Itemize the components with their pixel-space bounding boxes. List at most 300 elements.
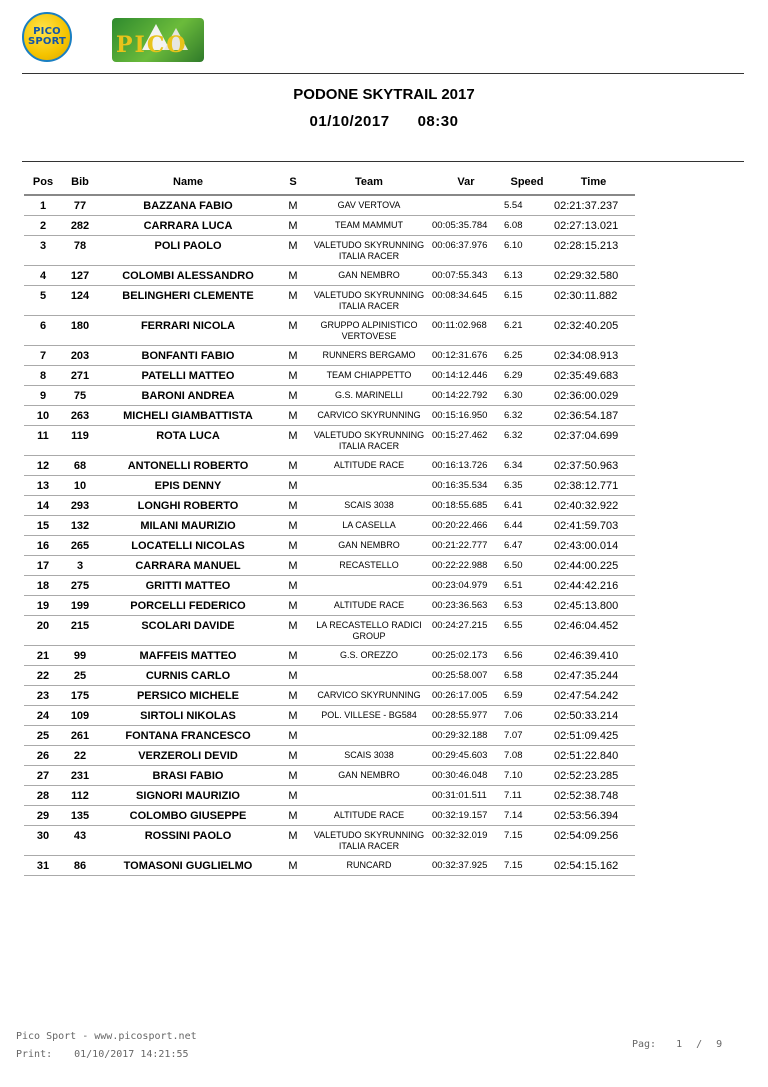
table-row: [24, 726, 635, 746]
cell-time: 02:46:04.452: [552, 616, 635, 646]
cell-pos: 6: [24, 316, 62, 346]
cell-name: GRITTI MATTEO: [98, 576, 278, 596]
cell-name: POLI PAOLO: [98, 236, 278, 266]
table-row: [24, 646, 635, 666]
cell-pos: 24: [24, 706, 62, 726]
cell-bib: 112: [62, 786, 98, 806]
cell-sex: M: [278, 806, 308, 826]
cell-pos: 10: [24, 406, 62, 426]
cell-sex: M: [278, 596, 308, 616]
cell-name: BRASI FABIO: [98, 766, 278, 786]
table-row: [24, 616, 635, 646]
table-row: [24, 386, 635, 406]
cell-time: 02:47:35.244: [552, 666, 635, 686]
cell-bib: 43: [62, 826, 98, 856]
cell-sex: M: [278, 686, 308, 706]
cell-sex: M: [278, 556, 308, 576]
cell-team: VALETUDO SKYRUNNING ITALIA RACER: [308, 286, 430, 316]
cell-speed: 7.08: [502, 746, 552, 766]
cell-bib: 175: [62, 686, 98, 706]
cell-name: BAZZANA FABIO: [98, 195, 278, 216]
cell-sex: M: [278, 536, 308, 556]
cell-var: 00:20:22.466: [430, 516, 502, 536]
cell-name: ROSSINI PAOLO: [98, 826, 278, 856]
cell-bib: 199: [62, 596, 98, 616]
cell-speed: 6.08: [502, 216, 552, 236]
cell-bib: 77: [62, 195, 98, 216]
cell-pos: 23: [24, 686, 62, 706]
cell-name: PATELLI MATTEO: [98, 366, 278, 386]
cell-pos: 15: [24, 516, 62, 536]
cell-sex: M: [278, 706, 308, 726]
cell-var: 00:29:32.188: [430, 726, 502, 746]
cell-pos: 22: [24, 666, 62, 686]
cell-sex: M: [278, 826, 308, 856]
cell-pos: 5: [24, 286, 62, 316]
col-header-team: Team: [308, 170, 430, 195]
cell-var: 00:23:36.563: [430, 596, 502, 616]
cell-time: 02:35:49.683: [552, 366, 635, 386]
cell-team: ALTITUDE RACE: [308, 456, 430, 476]
cell-time: 02:37:50.963: [552, 456, 635, 476]
cell-team: RUNCARD: [308, 856, 430, 876]
cell-bib: 180: [62, 316, 98, 346]
cell-var: 00:07:55.343: [430, 266, 502, 286]
table-row: [24, 686, 635, 706]
pico-sport-logo: [22, 12, 72, 62]
cell-sex: M: [278, 666, 308, 686]
cell-speed: 6.59: [502, 686, 552, 706]
cell-time: 02:51:22.840: [552, 746, 635, 766]
table-row: [24, 666, 635, 686]
podone-logo: [112, 18, 204, 62]
page-title: PODONE SKYTRAIL 2017: [293, 86, 475, 103]
cell-pos: 11: [24, 426, 62, 456]
cell-speed: 6.35: [502, 476, 552, 496]
cell-var: 00:16:35.534: [430, 476, 502, 496]
cell-speed: 6.32: [502, 426, 552, 456]
col-header-time: Time: [552, 170, 635, 195]
cell-bib: 132: [62, 516, 98, 536]
cell-sex: M: [278, 616, 308, 646]
cell-name: PERSICO MICHELE: [98, 686, 278, 706]
header-rule-top: [22, 73, 744, 74]
cell-speed: 6.30: [502, 386, 552, 406]
cell-sex: M: [278, 236, 308, 266]
cell-speed: 6.53: [502, 596, 552, 616]
cell-pos: 28: [24, 786, 62, 806]
cell-time: 02:21:37.237: [552, 195, 635, 216]
cell-sex: M: [278, 286, 308, 316]
cell-name: LOCATELLI NICOLAS: [98, 536, 278, 556]
cell-sex: M: [278, 386, 308, 406]
cell-team: GAN NEMBRO: [308, 266, 430, 286]
cell-speed: 6.55: [502, 616, 552, 646]
cell-team: VALETUDO SKYRUNNING ITALIA RACER: [308, 426, 430, 456]
cell-var: 00:18:55.685: [430, 496, 502, 516]
cell-name: MILANI MAURIZIO: [98, 516, 278, 536]
cell-bib: 135: [62, 806, 98, 826]
cell-time: 02:51:09.425: [552, 726, 635, 746]
cell-pos: 3: [24, 236, 62, 266]
cell-var: 00:15:27.462: [430, 426, 502, 456]
table-row: [24, 316, 635, 346]
cell-pos: 17: [24, 556, 62, 576]
cell-name: SCOLARI DAVIDE: [98, 616, 278, 646]
cell-name: COLOMBO GIUSEPPE: [98, 806, 278, 826]
logo-word: PICO: [116, 32, 188, 58]
col-header-var: Var: [430, 170, 502, 195]
cell-pos: 29: [24, 806, 62, 826]
cell-time: 02:36:00.029: [552, 386, 635, 406]
cell-speed: 6.29: [502, 366, 552, 386]
page-current: 1: [676, 1039, 683, 1050]
cell-speed: 7.10: [502, 766, 552, 786]
cell-bib: 271: [62, 366, 98, 386]
cell-speed: 7.14: [502, 806, 552, 826]
cell-var: 00:30:46.048: [430, 766, 502, 786]
cell-bib: 231: [62, 766, 98, 786]
cell-name: CARRARA LUCA: [98, 216, 278, 236]
page-label: Pag:: [632, 1039, 657, 1050]
cell-time: 02:46:39.410: [552, 646, 635, 666]
cell-team: RECASTELLO: [308, 556, 430, 576]
cell-team: [308, 576, 430, 596]
table-row: [24, 346, 635, 366]
cell-speed: 6.15: [502, 286, 552, 316]
footer-pagination: [632, 1039, 722, 1050]
cell-var: 00:23:04.979: [430, 576, 502, 596]
col-header-pos: Pos: [24, 170, 62, 195]
logo-text-line-1: PICO: [33, 26, 61, 37]
cell-var: 00:32:19.157: [430, 806, 502, 826]
cell-sex: M: [278, 456, 308, 476]
cell-bib: 265: [62, 536, 98, 556]
cell-name: BARONI ANDREA: [98, 386, 278, 406]
cell-pos: 18: [24, 576, 62, 596]
table-row: [24, 236, 635, 266]
cell-sex: M: [278, 746, 308, 766]
cell-sex: M: [278, 516, 308, 536]
cell-sex: M: [278, 346, 308, 366]
col-header-name: Name: [98, 170, 278, 195]
cell-team: G.S. OREZZO: [308, 646, 430, 666]
cell-bib: 10: [62, 476, 98, 496]
cell-bib: 203: [62, 346, 98, 366]
cell-speed: 6.10: [502, 236, 552, 266]
table-row: [24, 826, 635, 856]
cell-team: GAN NEMBRO: [308, 536, 430, 556]
cell-pos: 12: [24, 456, 62, 476]
cell-bib: 275: [62, 576, 98, 596]
cell-speed: 7.15: [502, 826, 552, 856]
cell-name: VERZEROLI DEVID: [98, 746, 278, 766]
cell-name: SIGNORI MAURIZIO: [98, 786, 278, 806]
cell-sex: M: [278, 476, 308, 496]
cell-pos: 2: [24, 216, 62, 236]
cell-var: 00:32:37.925: [430, 856, 502, 876]
print-value: 01/10/2017 14:21:55: [74, 1049, 189, 1060]
cell-sex: M: [278, 496, 308, 516]
cell-team: [308, 476, 430, 496]
cell-pos: 1: [24, 195, 62, 216]
event-datetime: [0, 113, 768, 130]
cell-sex: M: [278, 366, 308, 386]
cell-name: CARRARA MANUEL: [98, 556, 278, 576]
cell-name: MICHELI GIAMBATTISTA: [98, 406, 278, 426]
cell-var: 00:11:02.968: [430, 316, 502, 346]
cell-bib: 78: [62, 236, 98, 266]
cell-var: 00:25:58.007: [430, 666, 502, 686]
cell-team: LA CASELLA: [308, 516, 430, 536]
cell-time: 02:50:33.214: [552, 706, 635, 726]
cell-speed: 5.54: [502, 195, 552, 216]
cell-team: VALETUDO SKYRUNNING ITALIA RACER: [308, 826, 430, 856]
cell-pos: 26: [24, 746, 62, 766]
cell-bib: 263: [62, 406, 98, 426]
cell-time: 02:28:15.213: [552, 236, 635, 266]
cell-speed: 6.44: [502, 516, 552, 536]
cell-bib: 25: [62, 666, 98, 686]
table-row: [24, 856, 635, 876]
cell-pos: 16: [24, 536, 62, 556]
cell-var: 00:32:32.019: [430, 826, 502, 856]
table-row: [24, 576, 635, 596]
cell-bib: 215: [62, 616, 98, 646]
cell-bib: 99: [62, 646, 98, 666]
cell-team: POL. VILLESE - BG584: [308, 706, 430, 726]
cell-name: EPIS DENNY: [98, 476, 278, 496]
cell-time: 02:27:13.021: [552, 216, 635, 236]
cell-name: FERRARI NICOLA: [98, 316, 278, 346]
cell-var: 00:06:37.976: [430, 236, 502, 266]
cell-sex: M: [278, 316, 308, 346]
table-row: [24, 806, 635, 826]
page-total: 9: [716, 1039, 723, 1050]
cell-speed: 6.32: [502, 406, 552, 426]
cell-pos: 25: [24, 726, 62, 746]
cell-bib: 282: [62, 216, 98, 236]
cell-speed: 7.15: [502, 856, 552, 876]
cell-time: 02:40:32.922: [552, 496, 635, 516]
results-body: [24, 195, 635, 876]
event-date: 01/10/2017: [309, 113, 390, 130]
cell-time: 02:37:04.699: [552, 426, 635, 456]
cell-var: 00:29:45.603: [430, 746, 502, 766]
cell-sex: M: [278, 406, 308, 426]
table-row: [24, 476, 635, 496]
cell-team: TEAM MAMMUT: [308, 216, 430, 236]
cell-team: GAN NEMBRO: [308, 766, 430, 786]
cell-speed: 6.13: [502, 266, 552, 286]
table-row: [24, 496, 635, 516]
cell-team: SCAIS 3038: [308, 496, 430, 516]
cell-team: GRUPPO ALPINISTICO VERTOVESE: [308, 316, 430, 346]
table-row: [24, 406, 635, 426]
cell-speed: 7.07: [502, 726, 552, 746]
cell-var: 00:26:17.005: [430, 686, 502, 706]
cell-time: 02:32:40.205: [552, 316, 635, 346]
cell-pos: 4: [24, 266, 62, 286]
cell-sex: M: [278, 726, 308, 746]
cell-pos: 7: [24, 346, 62, 366]
header-rule-bottom: [22, 161, 744, 162]
cell-pos: 13: [24, 476, 62, 496]
table-row: [24, 216, 635, 236]
cell-time: 02:45:13.800: [552, 596, 635, 616]
cell-var: 00:08:34.645: [430, 286, 502, 316]
cell-bib: 119: [62, 426, 98, 456]
table-row: [24, 786, 635, 806]
cell-team: SCAIS 3038: [308, 746, 430, 766]
cell-var: 00:12:31.676: [430, 346, 502, 366]
cell-pos: 9: [24, 386, 62, 406]
cell-name: FONTANA FRANCESCO: [98, 726, 278, 746]
cell-sex: M: [278, 786, 308, 806]
logo-text-line-2: SPORT: [27, 36, 67, 47]
cell-pos: 27: [24, 766, 62, 786]
cell-time: 02:52:38.748: [552, 786, 635, 806]
cell-bib: 3: [62, 556, 98, 576]
table-row: [24, 366, 635, 386]
cell-pos: 19: [24, 596, 62, 616]
cell-sex: M: [278, 266, 308, 286]
cell-team: CARVICO SKYRUNNING: [308, 686, 430, 706]
cell-speed: 6.58: [502, 666, 552, 686]
cell-pos: 20: [24, 616, 62, 646]
cell-team: TEAM CHIAPPETTO: [308, 366, 430, 386]
cell-speed: 7.06: [502, 706, 552, 726]
cell-team: RUNNERS BERGAMO: [308, 346, 430, 366]
cell-name: COLOMBI ALESSANDRO: [98, 266, 278, 286]
cell-bib: 293: [62, 496, 98, 516]
table-row: [24, 195, 635, 216]
cell-var: 00:21:22.777: [430, 536, 502, 556]
table-row: [24, 706, 635, 726]
cell-bib: 86: [62, 856, 98, 876]
cell-bib: 127: [62, 266, 98, 286]
print-label: Print:: [16, 1049, 53, 1060]
cell-var: 00:24:27.215: [430, 616, 502, 646]
cell-sex: M: [278, 646, 308, 666]
cell-pos: 21: [24, 646, 62, 666]
cell-name: LONGHI ROBERTO: [98, 496, 278, 516]
cell-var: 00:14:12.446: [430, 366, 502, 386]
cell-bib: 109: [62, 706, 98, 726]
cell-pos: 30: [24, 826, 62, 856]
cell-sex: M: [278, 426, 308, 456]
col-header-sex: S: [278, 170, 308, 195]
cell-time: 02:36:54.187: [552, 406, 635, 426]
cell-name: BELINGHERI CLEMENTE: [98, 286, 278, 316]
cell-team: ALTITUDE RACE: [308, 596, 430, 616]
cell-speed: 7.11: [502, 786, 552, 806]
cell-bib: 68: [62, 456, 98, 476]
cell-team: [308, 786, 430, 806]
cell-time: 02:41:59.703: [552, 516, 635, 536]
cell-speed: 6.21: [502, 316, 552, 346]
cell-speed: 6.47: [502, 536, 552, 556]
cell-time: 02:47:54.242: [552, 686, 635, 706]
cell-speed: 6.34: [502, 456, 552, 476]
cell-time: 02:44:42.216: [552, 576, 635, 596]
cell-team: CARVICO SKYRUNNING: [308, 406, 430, 426]
col-header-bib: Bib: [62, 170, 98, 195]
cell-name: SIRTOLI NIKOLAS: [98, 706, 278, 726]
cell-var: 00:16:13.726: [430, 456, 502, 476]
cell-time: 02:34:08.913: [552, 346, 635, 366]
table-row: [24, 426, 635, 456]
cell-pos: 14: [24, 496, 62, 516]
col-header-speed: Speed: [502, 170, 552, 195]
cell-sex: M: [278, 195, 308, 216]
cell-speed: 6.50: [502, 556, 552, 576]
cell-name: PORCELLI FEDERICO: [98, 596, 278, 616]
table-row: [24, 766, 635, 786]
cell-var: 00:25:02.173: [430, 646, 502, 666]
cell-time: 02:53:56.394: [552, 806, 635, 826]
cell-speed: 6.41: [502, 496, 552, 516]
cell-time: 02:38:12.771: [552, 476, 635, 496]
cell-time: 02:44:00.225: [552, 556, 635, 576]
cell-time: 02:54:15.162: [552, 856, 635, 876]
cell-speed: 6.51: [502, 576, 552, 596]
cell-name: TOMASONI GUGLIELMO: [98, 856, 278, 876]
cell-pos: 31: [24, 856, 62, 876]
cell-bib: 124: [62, 286, 98, 316]
table-row: [24, 556, 635, 576]
table-header-row: [24, 170, 635, 195]
cell-team: G.S. MARINELLI: [308, 386, 430, 406]
cell-name: BONFANTI FABIO: [98, 346, 278, 366]
cell-team: ALTITUDE RACE: [308, 806, 430, 826]
cell-time: 02:54:09.256: [552, 826, 635, 856]
cell-team: [308, 666, 430, 686]
table-row: [24, 596, 635, 616]
table-row: [24, 456, 635, 476]
results-table: [24, 170, 635, 876]
footer-print: [16, 1049, 189, 1060]
cell-time: 02:52:23.285: [552, 766, 635, 786]
cell-pos: 8: [24, 366, 62, 386]
cell-time: 02:43:00.014: [552, 536, 635, 556]
cell-speed: 6.25: [502, 346, 552, 366]
cell-var: 00:14:22.792: [430, 386, 502, 406]
cell-name: ANTONELLI ROBERTO: [98, 456, 278, 476]
cell-sex: M: [278, 216, 308, 236]
cell-var: 00:15:16.950: [430, 406, 502, 426]
cell-speed: 6.56: [502, 646, 552, 666]
cell-name: ROTA LUCA: [98, 426, 278, 456]
cell-time: 02:30:11.882: [552, 286, 635, 316]
cell-sex: M: [278, 766, 308, 786]
page-sep: /: [696, 1039, 703, 1050]
table-row: [24, 746, 635, 766]
cell-bib: 75: [62, 386, 98, 406]
cell-name: MAFFEIS MATTEO: [98, 646, 278, 666]
cell-var: 00:31:01.511: [430, 786, 502, 806]
footer-site: Pico Sport - www.picosport.net: [16, 1031, 197, 1042]
cell-time: 02:29:32.580: [552, 266, 635, 286]
table-row: [24, 286, 635, 316]
cell-var: 00:22:22.988: [430, 556, 502, 576]
cell-bib: 22: [62, 746, 98, 766]
cell-bib: 261: [62, 726, 98, 746]
cell-var: 00:05:35.784: [430, 216, 502, 236]
event-time: 08:30: [417, 113, 459, 130]
cell-team: VALETUDO SKYRUNNING ITALIA RACER: [308, 236, 430, 266]
cell-team: [308, 726, 430, 746]
